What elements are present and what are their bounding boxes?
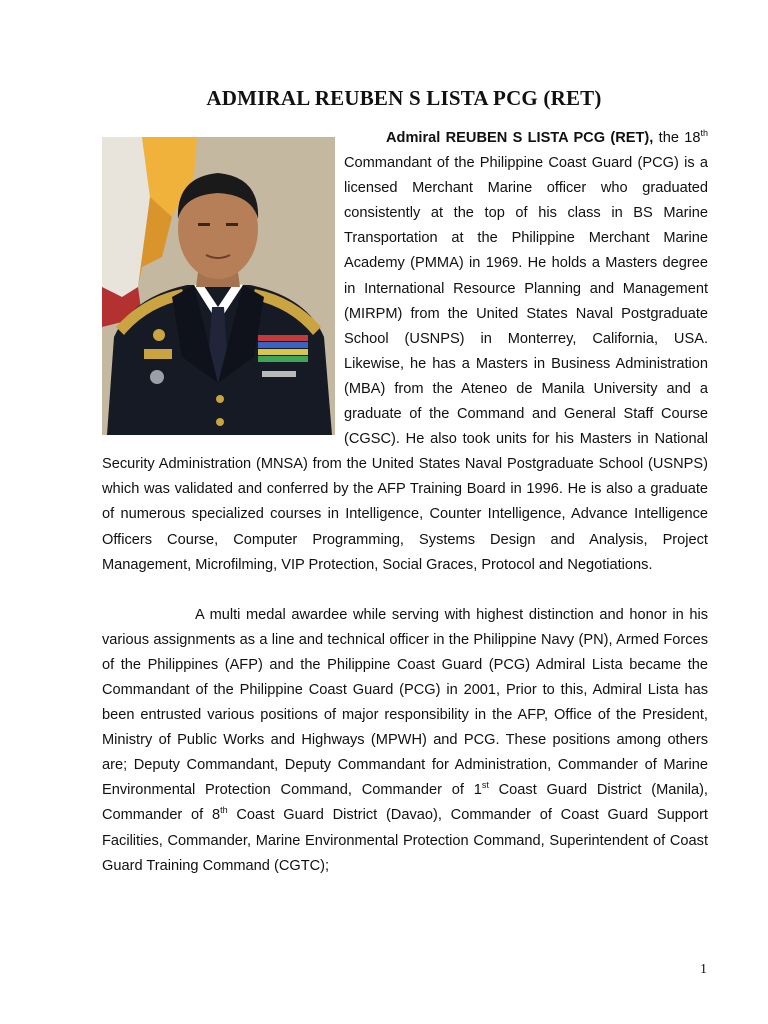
page-title: ADMIRAL REUBEN S LISTA PCG (RET) [206, 86, 602, 110]
paragraph-2: A multi medal awardee while serving with highest distinction and honor in his various assignments as a line and technical officer in the Philippine Navy (PN), Armed Forces of the Philippines (AFP) and the Philippine Coast Guard (PCG) Admiral Lista became the Commandant of the Philippine Coast Guard (PCG) in 2001, Prior to this, Admiral Lista has been entrusted various positions of major responsibility in the AFP, Office of the President, Ministry of Public Works and Highways (MPWH) and PCG. These positions among others are; Deputy Commandant, Deputy Commandant for Administration, Commander of Marine Environmental Protection Command, Commander of 1st Coast Guard District (Manila), Commander of 8th Coast Guard District (Davao), Commander of Coast Guard Support Facilities, Commander, Marine Environmental Protection Command, Superintendent of Coast Guard Training Command (CGTC); [102, 606, 708, 874]
portrait-photo [102, 137, 335, 435]
paragraph-1: Admiral REUBEN S LISTA PCG (RET), the 18th Commandant of the Philippine Coast Guard (PCG) is a licensed Merchant Marine officer who graduated consistently at the top of his class in BS Marine Transportation at the Philippine Merchant Marine Academy (PMMA) in 1969. He holds a Masters degree in International Resource Planning and Management (MIRPM) from the United States Naval Postgraduate School (USNPS) in Monterrey, California, USA. Likewise, he has a Masters in Business Administration (MBA) from the Ateneo de Manila University and a graduate of the Command and General Staff Course (CGSC). He also took units for his Masters in National Security Administration (MNSA) from the United States Naval Postgraduate School (USNPS) which was validated and conferred by the AFP Training Board in 1996. He is also a graduate of numerous specialized courses in Intelligence, Counter Intelligence, Advance Intelligence Officers Course, Computer Programming, Systems Design and Analysis, Project Management, Microfilming, VIP Protection, Social Graces, Protocol and Negotiations. [102, 128, 708, 573]
subject-name: Admiral REUBEN S LISTA PCG (RET), [386, 130, 654, 146]
document-body [102, 126, 708, 879]
page-number: 1 [700, 962, 707, 977]
